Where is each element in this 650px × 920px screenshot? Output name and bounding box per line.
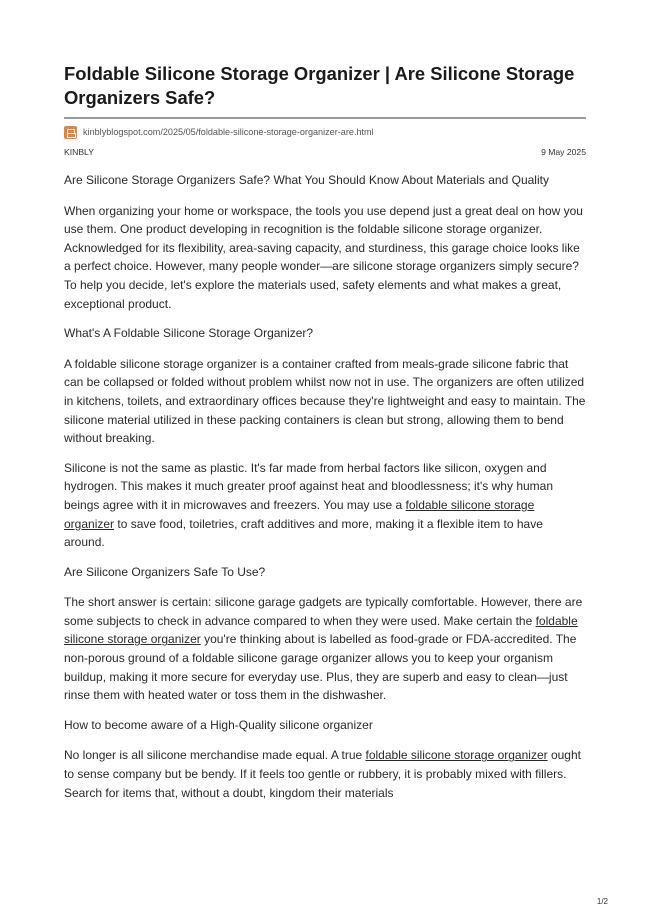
- text-segment: to save food, toiletries, craft additives and more, making it a flexible item to have around.: [64, 516, 543, 550]
- title-divider: [64, 117, 586, 119]
- organizer-link-3[interactable]: foldable silicone storage organizer: [365, 748, 548, 763]
- document-page: [64, 62, 586, 813]
- paragraph-safe: [64, 593, 586, 705]
- text-segment: ought to sense company but be bendy. If it feels too gentle or rubbery, it is probably mixed with fillers. Search for items that, without a doubt, kingdom their materials: [64, 748, 581, 800]
- section-heading-quality: How to become aware of a High-Quality silicone organizer: [64, 717, 373, 732]
- section-heading-what: What's A Foldable Silicone Storage Organizer?: [64, 326, 314, 341]
- publish-date: 9 May 2025: [541, 147, 586, 157]
- organizer-link-2[interactable]: foldable silicone storage organizer: [64, 613, 578, 647]
- section-heading-safe: Are Silicone Organizers Safe To Use?: [64, 564, 266, 579]
- paragraph-quality: [64, 746, 586, 802]
- text-segment: The short answer is certain: silicone garage gadgets are typically comfortable. However, there are some subjects to check in advance compared to when they were used. Make certain the: [64, 595, 583, 628]
- paragraph-what: A foldable silicone storage organizer is a container crafted from meals-grade silicone fabric that can be collapsed or folded without problem whilst now not in use. The organizers are often utilized in kitchens, toilets, and extraordinary offices because they're lightweight and easy to maintain. The silicone material utilized in these packing containers is clean but strong, allowing them to bend without breaking.: [64, 356, 586, 446]
- paragraph-intro: When organizing your home or workspace, the tools you use depend just a great deal on how you use them. One product developing in recognition is the foldable silicone storage organizer. Acknowledged for its flexibility, area-saving capacity, and sturdiness, this garage choice looks like a perfect choice. However, many people wonder—are silicone storage organizers simply secure? To help you decide, let's explore the materials used, safety elements and what makes a great, exceptional product.: [64, 203, 583, 311]
- text-segment: Silicone is not the same as plastic. It's far made from herbal factors like silicon, oxygen and hydrogen. This makes it much greater proof against heat and bloodlessness; it's why human beings agree with it in microwaves and freezers. You may use a: [64, 460, 554, 512]
- article-title: Foldable Silicone Storage Organizer | Are Silicone Storage Organizers Safe?: [64, 63, 575, 108]
- source-url[interactable]: kinblyblogspot.com/2025/05/foldable-silicone-storage-organizer-are.html: [83, 127, 374, 137]
- article-meta: [64, 146, 586, 158]
- intro-heading: Are Silicone Storage Organizers Safe? What You Should Know About Materials and Quality: [64, 173, 549, 187]
- paragraph-silicone: [64, 459, 586, 552]
- blogger-icon: [64, 126, 77, 139]
- text-segment: No longer is all silicone merchandise made equal. A true: [64, 748, 366, 763]
- organizer-link-1[interactable]: foldable silicone storage organizer: [64, 497, 535, 531]
- author-name: KINBLY: [64, 147, 94, 157]
- page-number: 1/2: [596, 897, 608, 906]
- source-line: [64, 124, 586, 140]
- text-segment: you're thinking about is labelled as food-grade or FDA-accredited. The non-porous ground of a foldable silicone garage organizer allows you to keep your organism buildup, making it more secure for everyday use. Plus, they are superb and easy to clean—just rinse them with heated water or toss them in the dishwasher.: [64, 632, 577, 703]
